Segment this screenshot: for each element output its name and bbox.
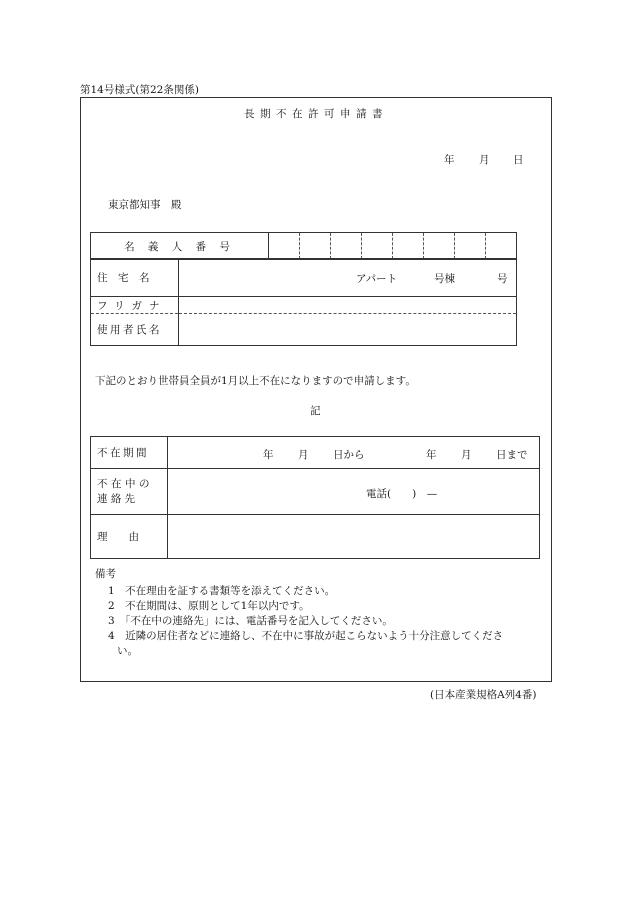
holder-number-label: 名 義 人 番 号 <box>124 240 235 253</box>
contact-field[interactable] <box>168 469 540 515</box>
furigana-label: フリガナ <box>97 299 167 312</box>
date-year: 年 <box>444 154 455 166</box>
address-row <box>91 259 517 297</box>
note-item: 3 「不在中の連絡先」には、電話番号を記入してください。 <box>108 615 393 627</box>
furigana-field[interactable] <box>179 297 517 314</box>
date-month: 月 <box>479 154 490 166</box>
holder-digit[interactable] <box>331 233 362 259</box>
statement: 下記のとおり世帯員全員が1月以上不在になりますので申請します。 <box>95 375 416 387</box>
to-day: 日まで <box>496 449 528 461</box>
footer-note: (日本産業規格A列4番) <box>430 689 537 701</box>
reason-field[interactable] <box>168 515 540 559</box>
reason-label: 理 由 <box>97 531 139 543</box>
form-title: 長期不在許可申請書 <box>244 108 388 120</box>
user-name-row <box>91 314 517 346</box>
holder-digit[interactable] <box>486 233 516 259</box>
note-item: 2 不在期間は、原則として1年以内です。 <box>108 600 310 612</box>
period-field[interactable] <box>168 437 540 469</box>
ki-label: 記 <box>310 405 321 417</box>
applicant-table <box>90 232 517 260</box>
contact-label-1: 不在中の <box>97 477 153 490</box>
from-month: 月 <box>298 449 309 461</box>
user-name-label: 使用者氏名 <box>97 324 162 336</box>
contact-label-2: 連 絡 先 <box>97 492 136 505</box>
notes-heading: 備考 <box>95 568 116 580</box>
holder-digit[interactable] <box>300 233 331 259</box>
period-label: 不在期間 <box>97 447 149 459</box>
apartment-label: アパート <box>356 273 398 285</box>
holder-number-row <box>91 233 517 260</box>
holder-number-boxes[interactable] <box>269 233 517 260</box>
absence-table <box>90 436 540 559</box>
contact-row <box>91 469 540 515</box>
to-month: 月 <box>461 449 472 461</box>
holder-digit[interactable] <box>269 233 300 259</box>
addressee: 東京都知事 殿 <box>108 199 182 211</box>
note-item: 4 近隣の居住者などに連絡し、不在中に事故が起こらないよう十分注意してくださ <box>108 630 504 642</box>
period-row <box>91 437 540 469</box>
date-day: 日 <box>513 154 524 166</box>
furigana-row <box>91 297 517 314</box>
phone-label: 電話( ) — <box>366 488 438 500</box>
user-name-field[interactable] <box>179 314 517 346</box>
address-label: 住 宅 名 <box>97 272 150 284</box>
from-day: 日から <box>333 449 365 461</box>
holder-digit[interactable] <box>455 233 486 259</box>
holder-digit[interactable] <box>393 233 424 259</box>
to-year: 年 <box>426 449 437 461</box>
holder-digit[interactable] <box>362 233 393 259</box>
address-table <box>90 258 517 346</box>
building-label: 号棟 <box>434 273 455 285</box>
holder-digit[interactable] <box>424 233 455 259</box>
form-id: 第14号様式(第22条関係) <box>80 84 199 96</box>
reason-row <box>91 515 540 559</box>
from-year: 年 <box>263 449 274 461</box>
address-field[interactable] <box>179 259 517 297</box>
note-item: い。 <box>117 645 138 657</box>
note-item: 1 不在理由を証する書類等を添えてください。 <box>108 585 336 597</box>
room-label: 号 <box>497 273 508 285</box>
